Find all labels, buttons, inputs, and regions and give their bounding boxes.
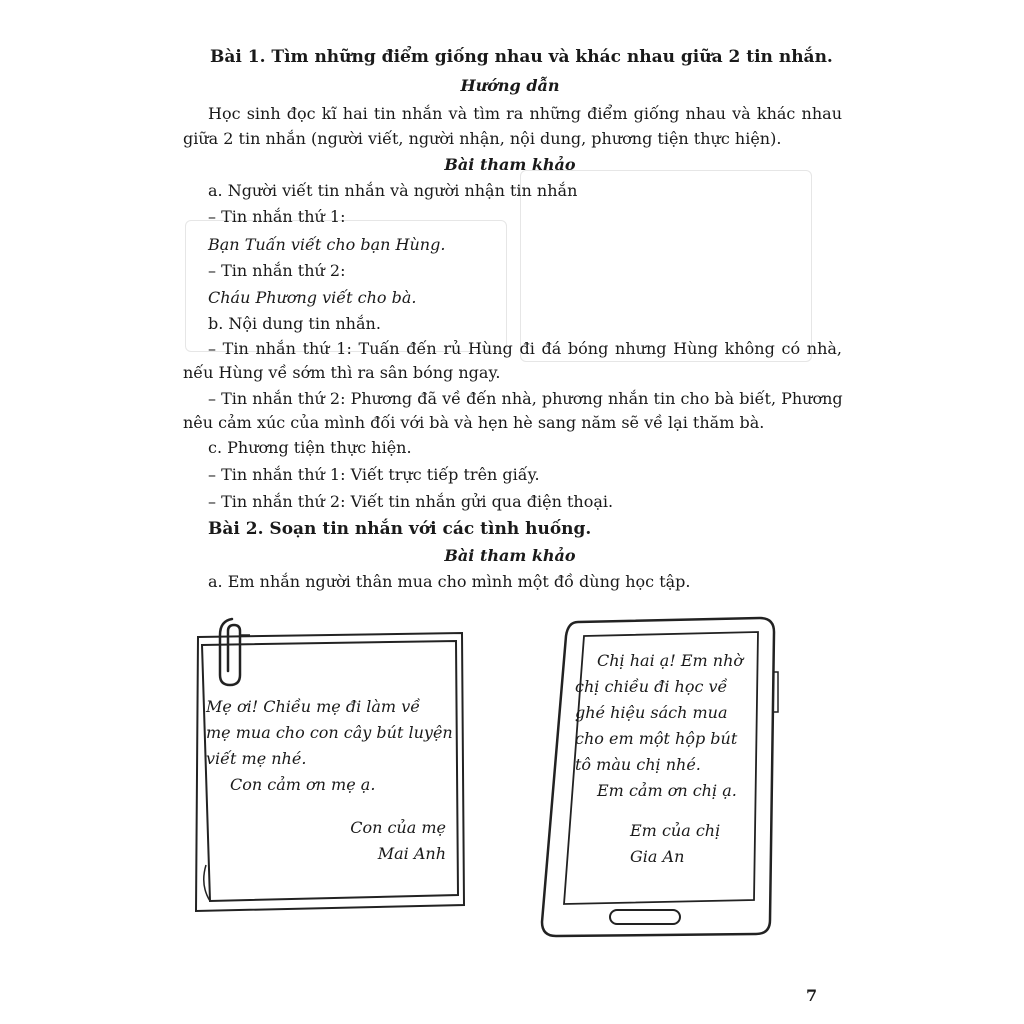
message-1-writer: Bạn Tuấn viết cho bạn Hùng.	[208, 235, 446, 254]
note-signature	[300, 815, 446, 867]
message-1-label: – Tin nhắn thứ 1:	[208, 207, 346, 226]
note-signature-name: Mai Anh	[377, 844, 446, 863]
guide-heading: Hướng dẫn	[460, 76, 560, 95]
page-number: 7	[806, 986, 818, 1005]
content-2-line-1: – Tin nhắn thứ 2: Phương đã về đến nhà, phương nhắn tin cho bà biết, Phương	[208, 389, 843, 408]
phone-signature	[630, 818, 750, 870]
note-line: Mẹ ơi! Chiều mẹ đi làm về	[206, 697, 421, 716]
reference-heading: Bài tham khảo	[444, 155, 576, 174]
note-line: Con cảm ơn mẹ ạ.	[230, 775, 376, 794]
guide-text-line-2: giữa 2 tin nhắn (người viết, người nhận, nội dung, phương tiện thực hiện).	[183, 129, 782, 148]
medium-1: – Tin nhắn thứ 1: Viết trực tiếp trên giấy.	[208, 465, 540, 484]
content-1-line-1: – Tin nhắn thứ 1: Tuấn đến rủ Hùng đi đá bóng nhưng Hùng không có nhà,	[208, 339, 842, 358]
note-line: viết mẹ nhé.	[206, 749, 307, 768]
phone-line: ghé hiệu sách mua	[575, 703, 728, 722]
exercise-1-title: Bài 1. Tìm những điểm giống nhau và khác nhau giữa 2 tin nhắn.	[210, 47, 833, 67]
phone-signature-line: Em của chị	[630, 821, 721, 840]
message-2-writer: Cháu Phương viết cho bà.	[208, 288, 417, 307]
content-2-line-2: nêu cảm xúc của mình đối với bà và hẹn hè sang năm sẽ về lại thăm bà.	[183, 413, 765, 432]
section-a-label: a. Người viết tin nhắn và người nhận tin nhắn	[208, 181, 578, 200]
situation-a-label: a. Em nhắn người thân mua cho mình một đồ dùng học tập.	[208, 572, 691, 591]
phone-line: chị chiều đi học về	[575, 677, 728, 696]
phone-signature-name: Gia An	[630, 847, 685, 866]
reference-heading-2: Bài tham khảo	[444, 546, 576, 565]
content-1-line-2: nếu Hùng về sớm thì ra sân bóng ngay.	[183, 363, 501, 382]
message-2-label: – Tin nhắn thứ 2:	[208, 261, 346, 280]
phone-message	[575, 648, 775, 804]
exercise-2-title: Bài 2. Soạn tin nhắn với các tình huống.	[208, 519, 592, 539]
home-button-icon	[610, 910, 680, 924]
guide-text-line-1: Học sinh đọc kĩ hai tin nhắn và tìm ra những điểm giống nhau và khác nhau	[208, 104, 842, 123]
note-signature-line: Con của mẹ	[350, 818, 446, 837]
section-c-label: c. Phương tiện thực hiện.	[208, 438, 412, 457]
phone-line: tô màu chị nhé.	[575, 755, 701, 774]
phone-line: Em cảm ơn chị ạ.	[597, 781, 737, 800]
note-line: mẹ mua cho con cây bút luyện	[206, 723, 453, 742]
note-message	[206, 694, 456, 798]
phone-line: cho em một hộp bút	[575, 729, 738, 748]
medium-2: – Tin nhắn thứ 2: Viết tin nhắn gửi qua điện thoại.	[208, 492, 614, 511]
section-b-label: b. Nội dung tin nhắn.	[208, 314, 381, 333]
phone-line: Chị hai ạ! Em nhờ	[597, 651, 744, 670]
